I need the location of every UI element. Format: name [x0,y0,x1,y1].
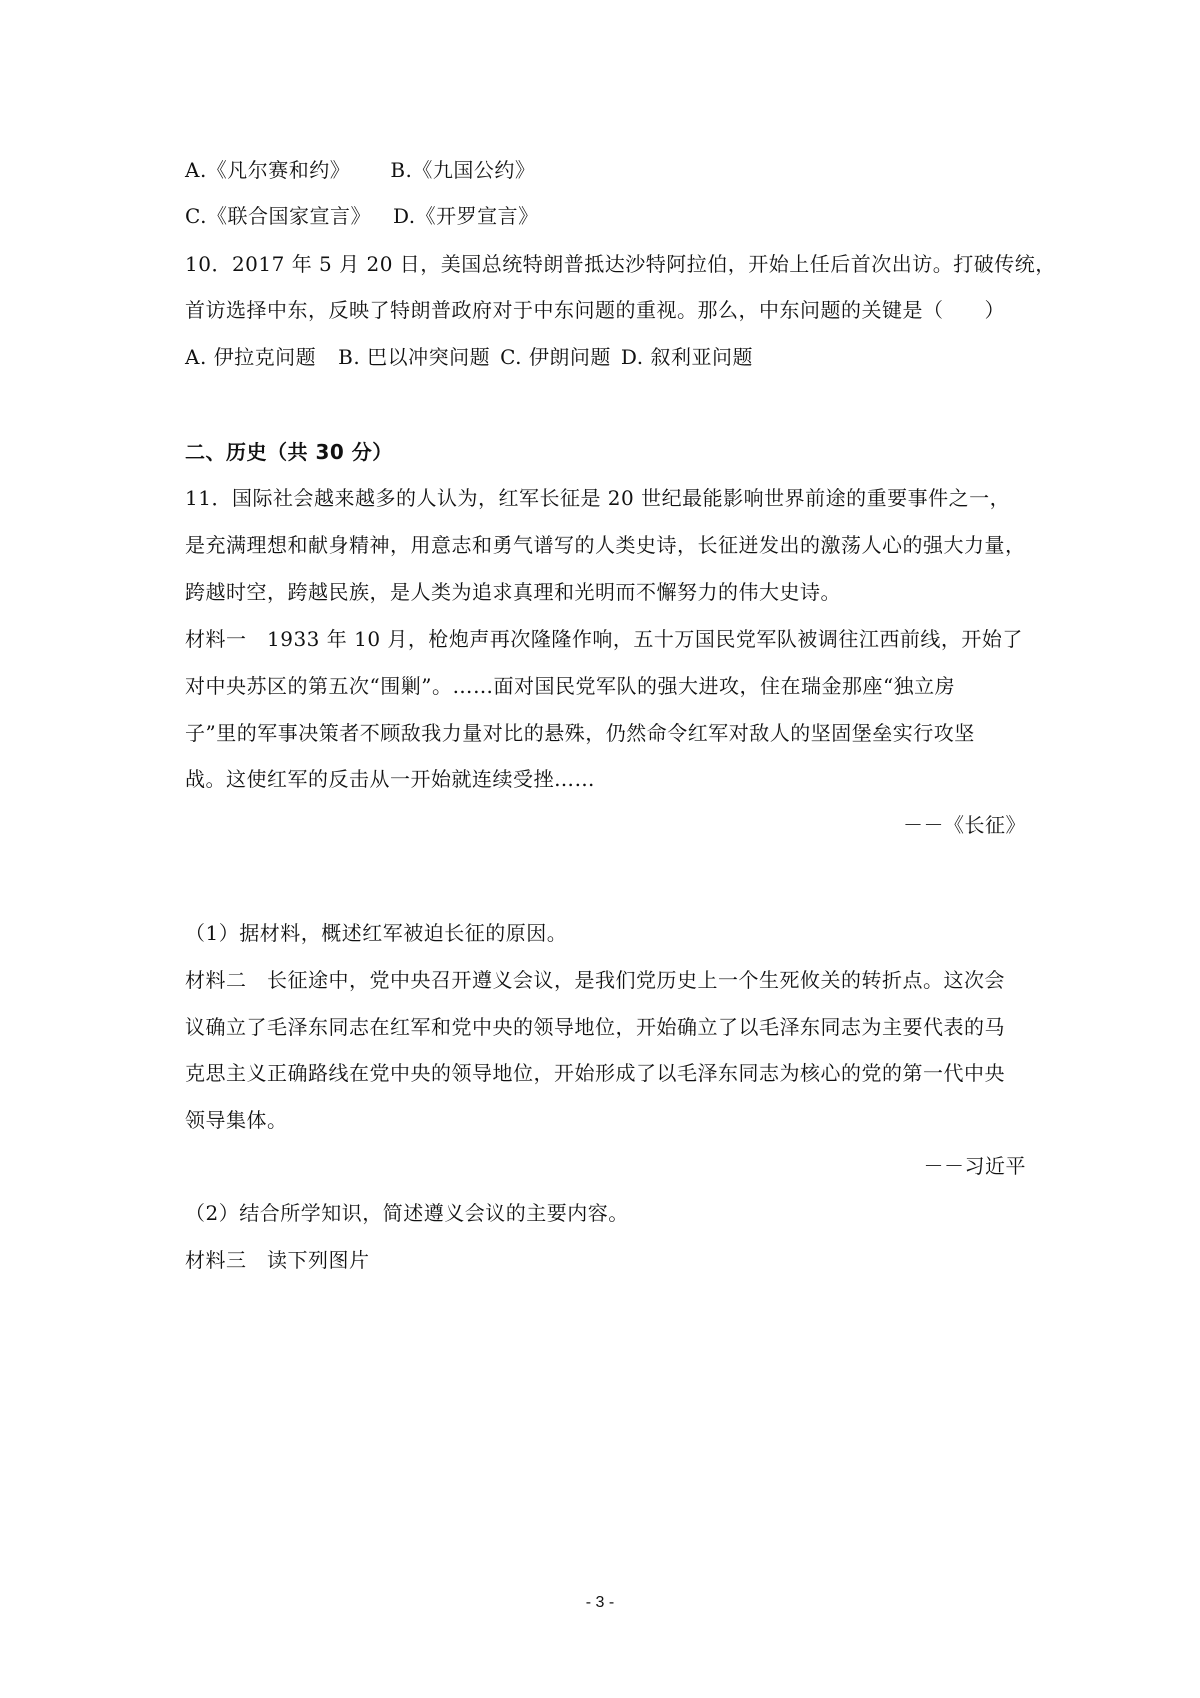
material1-line-2: 对中央苏区的第五次“围剿”。……面对国民党军队的强大进攻，住在瑞金那座“独立房 [185,674,956,698]
sub-question-2: （2）结合所学知识，简述遵义会议的主要内容。 [185,1201,629,1225]
q9-options-row-1 [185,156,535,184]
sub-question-1: （1）据材料，概述红军被迫长征的原因。 [185,921,568,945]
material2-line-1: 材料二 长征途中，党中央召开遵义会议，是我们党历史上一个生死攸关的转折点。这次会 [185,968,1005,992]
material1-line-4: 战。这使红军的反击从一开始就连续受挫…… [185,767,595,791]
q10-option-a: A. 伊拉克问题 [185,345,317,369]
q10-line-1: 10．2017 年 5 月 20 日，美国总统特朗普抵达沙特阿拉伯，开始上任后首次出访。打破传统， [185,252,1056,276]
q11-intro-line-1: 11．国际社会越来越多的人认为，红军长征是 20 世纪最能影响世界前途的重要事件之一， [185,486,1011,510]
page-number: - 3 - [585,1594,615,1611]
material1-line-1: 材料一 1933 年 10 月，枪炮声再次隆隆作响，五十万国民党军队被调往江西前线，开始了 [185,627,1023,651]
q10-options [185,343,753,371]
section-heading: 二、历史（共 30 分） [185,440,393,464]
q9-option-c: C.《联合国家宣言》 [185,204,371,228]
q11-intro-line-3: 跨越时空，跨越民族，是人类为追求真理和光明而不懈努力的伟大史诗。 [185,580,841,604]
q9-option-a: A.《凡尔赛和约》 [185,158,351,182]
material2-line-4: 领导集体。 [185,1108,288,1132]
q10-option-c: C. 伊朗问题 [500,345,611,369]
material2-line-3: 克思主义正确路线在党中央的领导地位，开始形成了以毛泽东同志为核心的党的第一代中央 [185,1061,1005,1085]
material3-line: 材料三 读下列图片 [185,1248,370,1272]
q10-option-b: B. 巴以冲突问题 [338,345,491,369]
q9-options-row-2 [185,202,539,230]
q11-intro-line-2: 是充满理想和献身精神，用意志和勇气谱写的人类史诗，长征迸发出的激荡人心的强大力量， [185,533,1026,557]
material2-source: －－习近平 [923,1154,1026,1178]
q10-line-2: 首访选择中东，反映了特朗普政府对于中东问题的重视。那么，中东问题的关键是（ ） [185,298,1005,322]
q9-option-d: D.《开罗宣言》 [392,204,539,228]
q9-option-b: B.《九国公约》 [390,158,536,182]
q10-option-d: D. 叙利亚问题 [620,345,753,369]
material2-line-2: 议确立了毛泽东同志在红军和党中央的领导地位，开始确立了以毛泽东同志为主要代表的马 [185,1015,1005,1039]
material1-source: －－《长征》 [903,813,1026,837]
material1-line-3: 子”里的军事决策者不顾敌我力量对比的悬殊，仍然命令红军对敌人的坚固堡垒实行攻坚 [185,721,975,745]
